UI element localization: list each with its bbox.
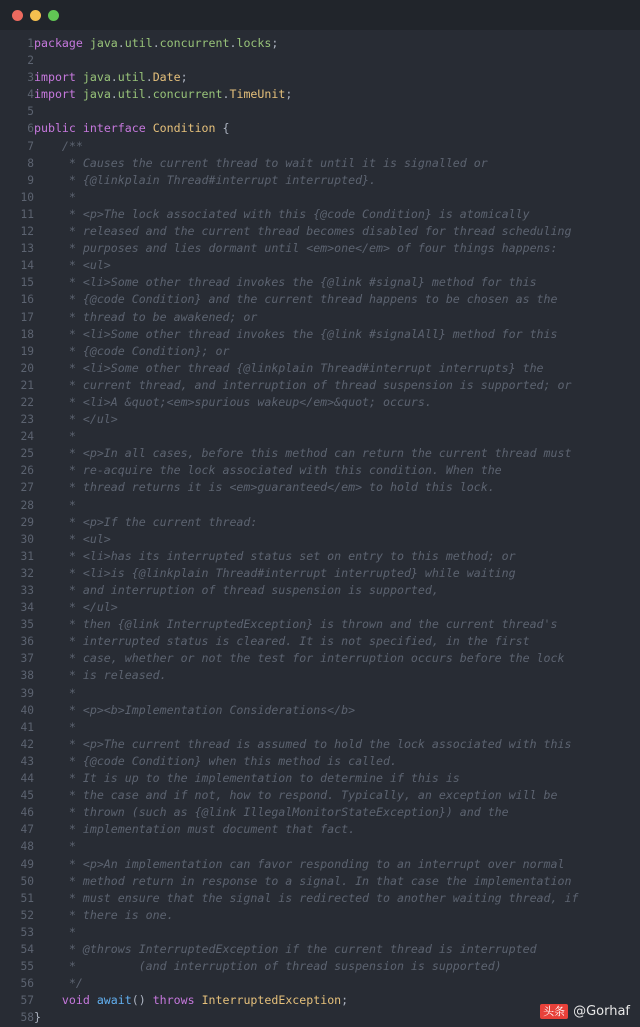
code-line — [0, 479, 640, 496]
line-number: 32 — [20, 566, 34, 580]
line-number: 53 — [20, 925, 34, 939]
code-line — [0, 531, 640, 548]
line-number: 13 — [20, 242, 34, 256]
line-number: 38 — [20, 669, 34, 683]
code-line — [0, 685, 640, 702]
code-line — [0, 873, 640, 890]
line-content[interactable]: * <ul> — [34, 531, 111, 546]
line-content[interactable]: * <p>If the current thread: — [34, 514, 258, 529]
line-content[interactable]: * {@code Condition}; or — [34, 343, 230, 358]
code-line — [0, 787, 640, 804]
code-line — [0, 309, 640, 326]
code-line — [0, 394, 640, 411]
line-number: 17 — [20, 310, 34, 324]
code-line — [0, 497, 640, 514]
line-content[interactable]: * {@code Condition} and the current thread happens to be chosen as the — [34, 292, 558, 307]
code-line — [0, 291, 640, 308]
line-content[interactable]: * (and interruption of thread suspension is supported) — [34, 959, 502, 974]
line-content[interactable]: } — [34, 1010, 41, 1025]
code-line — [0, 975, 640, 992]
line-number: 30 — [20, 532, 34, 546]
line-content[interactable]: * </ul> — [34, 412, 118, 427]
line-number: 36 — [20, 635, 34, 649]
line-number: 51 — [20, 891, 34, 905]
code-line — [0, 155, 640, 172]
code-line — [0, 736, 640, 753]
line-content[interactable]: * — [34, 924, 76, 939]
code-line — [0, 257, 640, 274]
line-content[interactable]: * — [34, 685, 76, 700]
code-line — [0, 599, 640, 616]
minimize-window-icon[interactable] — [30, 10, 41, 21]
line-number: 6 — [27, 122, 34, 136]
line-content[interactable]: import java.util.Date; — [34, 70, 188, 85]
line-number: 33 — [20, 584, 34, 597]
line-number: 24 — [20, 430, 34, 444]
line-content[interactable]: * and interruption of thread suspension is supported, — [34, 583, 439, 597]
line-number: 22 — [20, 395, 34, 409]
line-number: 31 — [20, 549, 34, 563]
watermark-badge: 头条 — [540, 1004, 568, 1019]
code-line — [0, 753, 640, 770]
line-content[interactable]: * interrupted status is cleared. It is not specified, in the first — [34, 634, 530, 649]
code-line — [0, 172, 640, 189]
line-number: 7 — [27, 139, 34, 153]
line-content[interactable]: * re-acquire the lock associated with this condition. When the — [34, 463, 502, 478]
line-number: 44 — [20, 772, 34, 786]
line-number: 23 — [20, 413, 34, 427]
line-content[interactable]: * <p>The current thread is assumed to hold the lock associated with this — [34, 736, 572, 751]
watermark — [540, 1004, 630, 1019]
code-editor[interactable] — [0, 30, 640, 1027]
line-content[interactable]: * <li>A &quot;<em>spurious wakeup</em>&quot; occurs. — [34, 394, 432, 409]
line-content[interactable]: package java.util.concurrent.locks; — [34, 36, 279, 50]
line-number: 4 — [27, 88, 34, 102]
line-number: 12 — [20, 225, 34, 239]
code-lines — [0, 35, 640, 1026]
line-number: 15 — [20, 276, 34, 290]
code-line — [0, 821, 640, 838]
line-number: 35 — [20, 618, 34, 632]
line-content[interactable]: * <li>Some other thread invokes the {@link #signal} method for this — [34, 275, 537, 290]
line-content[interactable]: * <ul> — [34, 258, 111, 273]
code-line — [0, 343, 640, 360]
line-content[interactable]: * <li>has its interrupted status set on entry to this method; or — [34, 548, 516, 563]
code-line — [0, 804, 640, 821]
code-line — [0, 240, 640, 257]
code-line — [0, 274, 640, 291]
line-number: 21 — [20, 378, 34, 392]
code-line — [0, 719, 640, 736]
line-content[interactable]: * {@code Condition} when this method is called. — [34, 753, 397, 768]
code-line — [0, 514, 640, 531]
line-content[interactable]: */ — [34, 976, 83, 991]
line-number: 25 — [20, 447, 34, 461]
line-number: 27 — [20, 481, 34, 495]
line-content[interactable]: public interface Condition { — [34, 121, 230, 136]
line-number: 11 — [20, 207, 34, 221]
code-line — [0, 377, 640, 394]
code-line — [0, 838, 640, 855]
code-line — [0, 890, 640, 907]
line-number: 28 — [20, 498, 34, 512]
line-content[interactable]: * is released. — [34, 668, 167, 683]
maximize-window-icon[interactable] — [48, 10, 59, 21]
line-number: 46 — [20, 806, 34, 820]
code-line — [0, 907, 640, 924]
line-number: 9 — [27, 173, 34, 187]
line-content[interactable]: * — [34, 839, 76, 854]
line-content[interactable]: * thread returns it is <em>guaranteed</em> to hold this lock. — [34, 480, 495, 495]
code-line — [0, 206, 640, 223]
code-line — [0, 86, 640, 103]
line-content[interactable]: * then {@link InterruptedException} is thrown and the current thread's — [34, 617, 558, 632]
code-line — [0, 650, 640, 667]
line-number: 18 — [20, 327, 34, 341]
line-content[interactable]: * It is up to the implementation to determine if this is — [34, 771, 460, 786]
line-content[interactable]: * implementation must document that fact. — [34, 822, 356, 837]
code-line — [0, 667, 640, 684]
line-number: 41 — [20, 720, 34, 734]
code-line — [0, 616, 640, 633]
line-content[interactable]: * purposes and lies dormant until <em>one</em> of four things happens: — [34, 241, 558, 256]
line-content[interactable]: * current thread, and interruption of thread suspension is supported; or — [34, 377, 572, 392]
code-line — [0, 138, 640, 155]
code-line — [0, 120, 640, 137]
line-content[interactable]: * <p>The lock associated with this {@code Condition} is atomically — [34, 206, 530, 221]
line-number: 5 — [27, 105, 34, 119]
line-number: 34 — [20, 601, 34, 615]
line-number: 3 — [27, 71, 34, 85]
code-line — [0, 223, 640, 240]
line-content[interactable]: * there is one. — [34, 907, 174, 922]
code-line — [0, 189, 640, 206]
close-window-icon[interactable] — [12, 10, 23, 21]
code-line — [0, 941, 640, 958]
code-line — [0, 360, 640, 377]
line-content[interactable]: * — [34, 497, 76, 512]
line-content[interactable]: * — [34, 429, 76, 444]
line-number: 47 — [20, 823, 34, 837]
line-content[interactable]: * {@linkplain Thread#interrupt interrupted}. — [34, 172, 377, 187]
line-content[interactable]: * <li>is {@linkplain Thread#interrupt interrupted} while waiting — [34, 565, 516, 580]
code-line — [0, 582, 640, 599]
code-line — [0, 633, 640, 650]
line-content[interactable]: * Causes the current thread to wait until it is signalled or — [34, 155, 488, 170]
line-number: 40 — [20, 703, 34, 717]
code-line — [0, 856, 640, 873]
line-number: 45 — [20, 789, 34, 803]
line-number: 10 — [20, 190, 34, 204]
line-content[interactable]: * case, whether or not the test for interruption occurs before the lock — [34, 651, 565, 666]
line-content[interactable]: * <li>Some other thread invokes the {@link #signalAll} method for this — [34, 326, 558, 341]
line-content[interactable]: * thrown (such as {@link IllegalMonitorStateException}) and the — [34, 805, 509, 820]
code-line — [0, 35, 640, 52]
code-line — [0, 411, 640, 428]
line-content[interactable] — [34, 52, 640, 69]
line-number: 37 — [20, 652, 34, 666]
line-number: 29 — [20, 515, 34, 529]
line-content[interactable]: * released and the current thread becomes disabled for thread scheduling — [34, 224, 572, 239]
line-content[interactable]: import java.util.concurrent.TimeUnit; — [34, 87, 293, 102]
code-line — [0, 428, 640, 445]
line-number: 14 — [20, 259, 34, 273]
line-content[interactable]: * must ensure that the signal is redirected to another waiting thread, if — [34, 890, 579, 905]
line-number: 55 — [20, 960, 34, 974]
line-content[interactable]: * method return in response to a signal. In that case the implementation — [34, 873, 572, 888]
code-line — [0, 770, 640, 787]
code-line — [0, 69, 640, 86]
line-number: 56 — [20, 977, 34, 991]
code-line — [0, 958, 640, 975]
line-number: 16 — [20, 293, 34, 307]
line-number: 1 — [27, 37, 34, 50]
line-content[interactable]: * <li>Some other thread {@linkplain Thread#interrupt interrupts} the — [34, 360, 544, 375]
line-number: 54 — [20, 942, 34, 956]
window-titlebar — [0, 0, 640, 30]
line-content[interactable]: * </ul> — [34, 600, 118, 615]
line-number: 58 — [20, 1011, 34, 1025]
line-number: 8 — [27, 156, 34, 170]
code-line — [0, 326, 640, 343]
code-line — [0, 462, 640, 479]
line-content[interactable]: /** — [34, 138, 83, 153]
line-number: 43 — [20, 754, 34, 768]
code-line — [0, 924, 640, 941]
line-content[interactable]: * — [34, 719, 76, 734]
line-number: 42 — [20, 737, 34, 751]
code-line — [0, 702, 640, 719]
code-line — [0, 548, 640, 565]
line-number: 19 — [20, 344, 34, 358]
line-content[interactable]: * thread to be awakened; or — [34, 309, 258, 324]
line-number: 2 — [27, 54, 34, 68]
line-number: 39 — [20, 686, 34, 700]
code-line — [0, 103, 640, 120]
line-content[interactable]: void await() throws InterruptedException; — [61, 993, 349, 1008]
line-number: 52 — [20, 908, 34, 922]
line-content[interactable]: * <p>An implementation can favor responding to an interrupt over normal — [34, 856, 565, 871]
line-number: 50 — [20, 874, 34, 888]
line-number: 26 — [20, 464, 34, 478]
line-content[interactable]: * — [34, 189, 76, 204]
line-content[interactable]: * the case and if not, how to respond. Typically, an exception will be — [34, 788, 558, 803]
code-line — [0, 565, 640, 582]
watermark-text: @Gorhaf — [573, 1004, 630, 1019]
code-line — [0, 52, 640, 69]
line-number: 20 — [20, 361, 34, 375]
line-number: 57 — [20, 994, 34, 1008]
line-number: 48 — [20, 840, 34, 854]
code-line — [0, 445, 640, 462]
line-number: 49 — [20, 857, 34, 871]
line-content[interactable]: * @throws InterruptedException if the current thread is interrupted — [34, 941, 537, 956]
line-content[interactable]: * <p><b>Implementation Considerations</b> — [34, 702, 356, 717]
line-content[interactable]: * <p>In all cases, before this method can return the current thread must — [34, 446, 572, 461]
line-content[interactable] — [34, 103, 640, 120]
